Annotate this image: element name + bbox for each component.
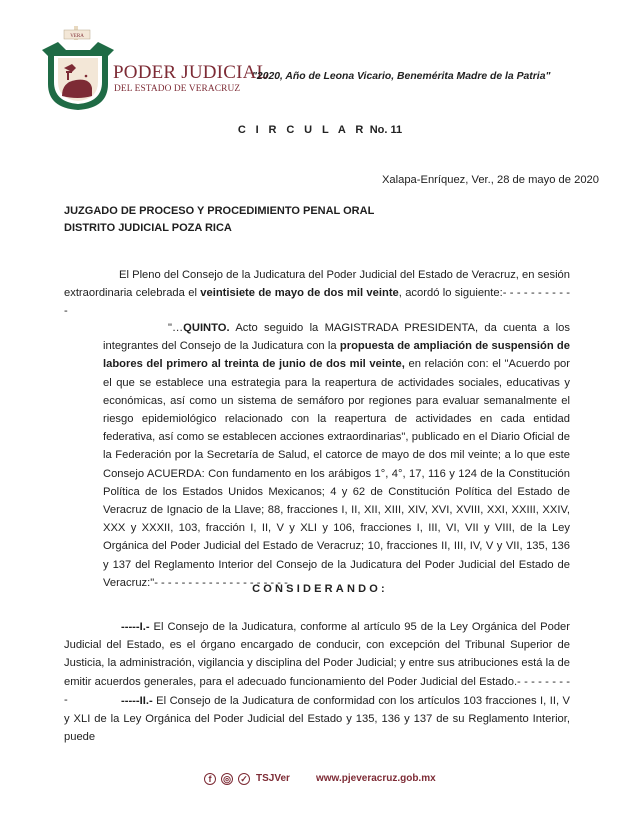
circular-number: No. 11 bbox=[369, 124, 403, 136]
social-handle[interactable]: TSJVer bbox=[256, 773, 290, 784]
brand-subtitle: DEL ESTADO DE VERACRUZ bbox=[114, 84, 241, 94]
svg-text:VERA: VERA bbox=[70, 34, 84, 39]
quinto-text: Acto seguido la MAGISTRADA PRESIDENTA, da cuenta a los integrantes del Consejo de la Judicatura con la bbox=[103, 322, 570, 353]
considerando-2 bbox=[64, 692, 570, 747]
considerando-heading: CONSIDERANDO: bbox=[252, 583, 388, 595]
addressee-line-2: DISTRITO JUDICIAL POZA RICA bbox=[64, 222, 232, 234]
twitter-icon[interactable]: ✓ bbox=[238, 773, 250, 785]
considerando-2-text: El Consejo de la Judicatura de conformidad con los artículos 103 fracciones I, II, V y XLI de la Ley Orgánica del Poder Judicial del Estado y 135, 136 y 137 de su Reglamento Interior, puede bbox=[64, 695, 570, 744]
brand-title: PODER JUDICIAL bbox=[113, 62, 269, 83]
quinto-proposal-bold: propuesta de ampliación de suspensión de labores del primero al treinta de junio de dos mil veinte, bbox=[103, 340, 570, 371]
circular-title bbox=[0, 124, 640, 136]
addressee bbox=[64, 203, 374, 237]
circular-label: C I R C U L A R bbox=[237, 124, 367, 136]
year-motto: "2020, Año de Leona Vicario, Benemérita Madre de la Patria" bbox=[252, 71, 551, 82]
facebook-icon[interactable]: f bbox=[204, 773, 216, 785]
quinto-text-end: en relación con: el "Acuerdo por el que se establece una estrategia para la reapertura de actividades sociales, educativas y económicas, así como un sistema de semáforo por regiones para evaluar semanalmente el riesgo epidemiológico relacionado con la reapertura de actividades en cada entidad federativa, así como se establecen acciones extraordinarias", publicado en el Diario Oficial de la Federación por la Secretaría de Salud, el catorce de mayo de dos mil veinte; a lo que este Consejo ACUERDA: Con fundamento en los arábigos 1°, 4°, 17, 116 y 124 de la Constitución Política de los Estados Unidos Mexicanos; 4 y 62 de Constitución Política del Estado de Veracruz de Ignacio de la Llave; 88, fracciones I, II, XII, XIII, XIV, XVI, XVIII, XXI, XXIII, XXIV, XXX y XXXII, 103, fracción I, II, V y XLI y 106, fracciones I, III, VI, VII y VIII, de la Ley Orgánica del Poder Judicial del Estado de Veracruz; 10, fracciones II, III, IV, V y VII, 135, 136 y 137 del Reglamento Interior del Consejo de la Judicatura del Poder Judicial del Estado de Veracruz:"- - - - - - - - - - - - - - - - - - - - bbox=[103, 358, 571, 589]
poder-judicial-logo-icon bbox=[38, 24, 118, 112]
intro-paragraph bbox=[64, 266, 570, 321]
quote-mark: "… bbox=[168, 322, 184, 334]
quinto-label: QUINTO. bbox=[183, 322, 230, 334]
considerando-2-label: -----II.- bbox=[121, 695, 153, 707]
intro-text-end: , acordó lo siguiente:- - - - - - - - - - - bbox=[64, 287, 571, 318]
considerando-1-label: -----I.- bbox=[121, 621, 150, 633]
instagram-icon[interactable]: ◎ bbox=[221, 773, 233, 785]
intro-text: El Pleno del Consejo de la Judicatura del Poder Judicial del Estado de Veracruz, en sesión extraordinaria celebrada el bbox=[64, 269, 570, 300]
intro-date-bold: veintisiete de mayo de dos mil veinte bbox=[200, 287, 399, 300]
quinto-paragraph bbox=[103, 319, 570, 592]
place-date: Xalapa-Enríquez, Ver., 28 de mayo de 2020 bbox=[381, 174, 599, 186]
website-link[interactable]: www.pjeveracruz.gob.mx bbox=[316, 773, 436, 784]
considerando-1-text: El Consejo de la Judicatura, conforme al artículo 95 de la Ley Orgánica del Poder Judicial del Estado, es el órgano encargado de conducir, con excepción del Tribunal Superior de Justicia, la administración, vigilancia y disciplina del Poder Judicial; y entre sus atribuciones está la de emitir acuerdos generales, para el adecuado funcionamiento del Poder Judicial del Estado.- - - - - - - - - bbox=[64, 621, 570, 706]
footer bbox=[200, 773, 460, 789]
addressee-line-1: JUZGADO DE PROCESO Y PROCEDIMIENTO PENAL ORAL bbox=[64, 205, 375, 217]
